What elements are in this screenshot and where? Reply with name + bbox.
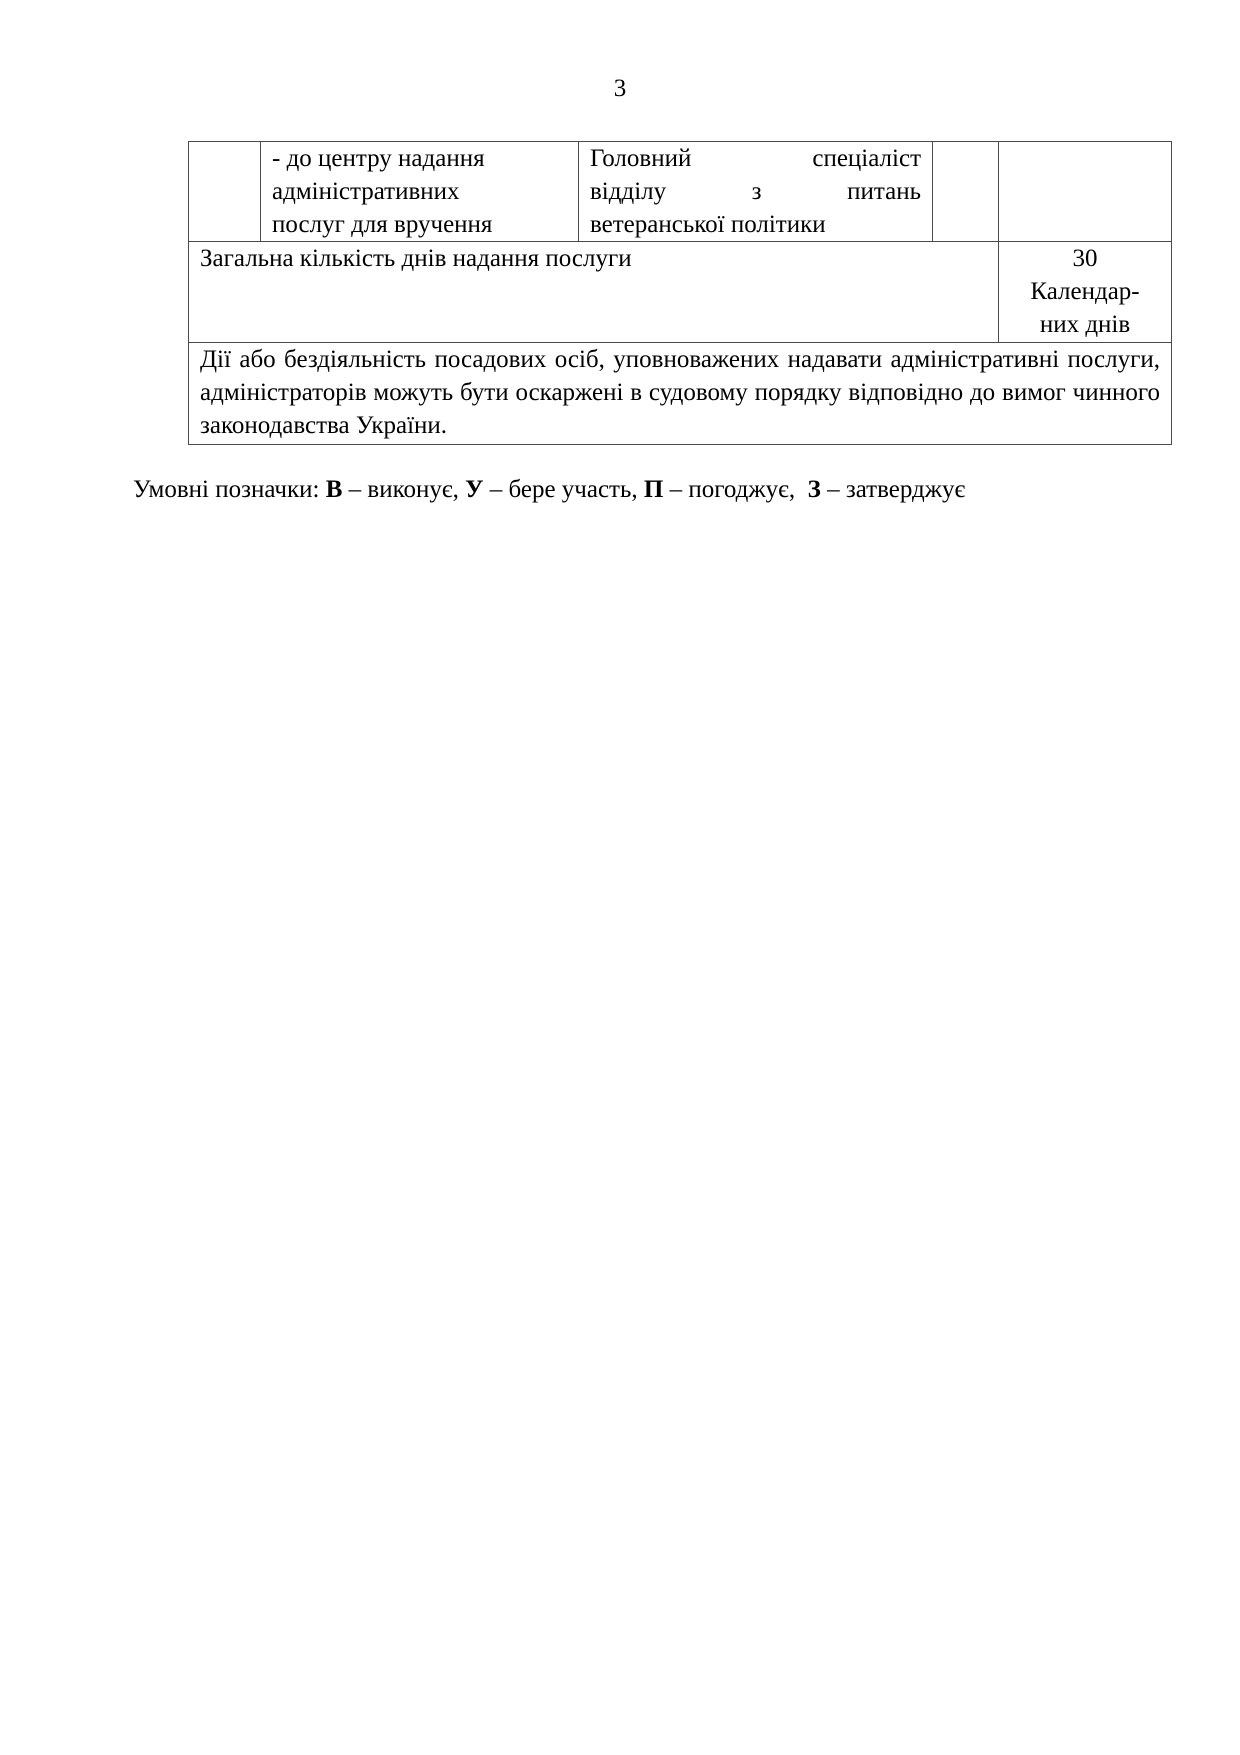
total-days-value xyxy=(999,242,1172,343)
appeal-row xyxy=(189,343,1172,445)
legend-desc: – затверджує xyxy=(820,476,966,503)
responsible-person-line: ветеранської політики xyxy=(590,211,826,238)
legend-code: У xyxy=(465,476,484,503)
responsible-person-line: Головний спеціаліст xyxy=(590,145,921,172)
role-cell xyxy=(933,142,999,242)
step-description-line: послуг для вручення xyxy=(272,211,493,238)
responsible-person-cell xyxy=(579,142,933,242)
legend-desc: – погоджує, xyxy=(663,476,808,503)
legend-prefix: Умовні позначки: xyxy=(133,476,326,503)
service-procedure-table xyxy=(188,141,1172,445)
step-description-line: адміністративних xyxy=(272,178,460,205)
total-days-unit-line: Календар- xyxy=(1030,278,1140,305)
legend-code: З xyxy=(807,476,821,503)
table-row xyxy=(189,142,1172,242)
legend-desc: – виконує, xyxy=(342,476,466,503)
legend-code: П xyxy=(643,476,664,503)
legend-desc: – бере участь, xyxy=(483,476,644,503)
legend-code: В xyxy=(325,476,343,503)
step-number-cell xyxy=(189,142,261,242)
step-description-line: - до центру надання xyxy=(272,145,485,172)
responsible-person-line: відділу з питань xyxy=(590,178,921,205)
deadline-cell xyxy=(999,142,1172,242)
appeal-text: Дії або бездіяльність посадових осіб, уповноважених надавати адміністративні послуги, адміністраторів можуть бути оскаржені в судовому порядку відповідно до вимог чинного законодавства України. xyxy=(189,343,1172,445)
total-days-label: Загальна кількість днів надання послуги xyxy=(189,242,999,343)
legend xyxy=(133,474,965,506)
page-number: 3 xyxy=(613,75,627,102)
total-days-row xyxy=(189,242,1172,343)
total-days-number: 30 xyxy=(1072,245,1098,272)
total-days-unit-line: них днів xyxy=(1039,311,1131,338)
step-description-cell xyxy=(261,142,579,242)
